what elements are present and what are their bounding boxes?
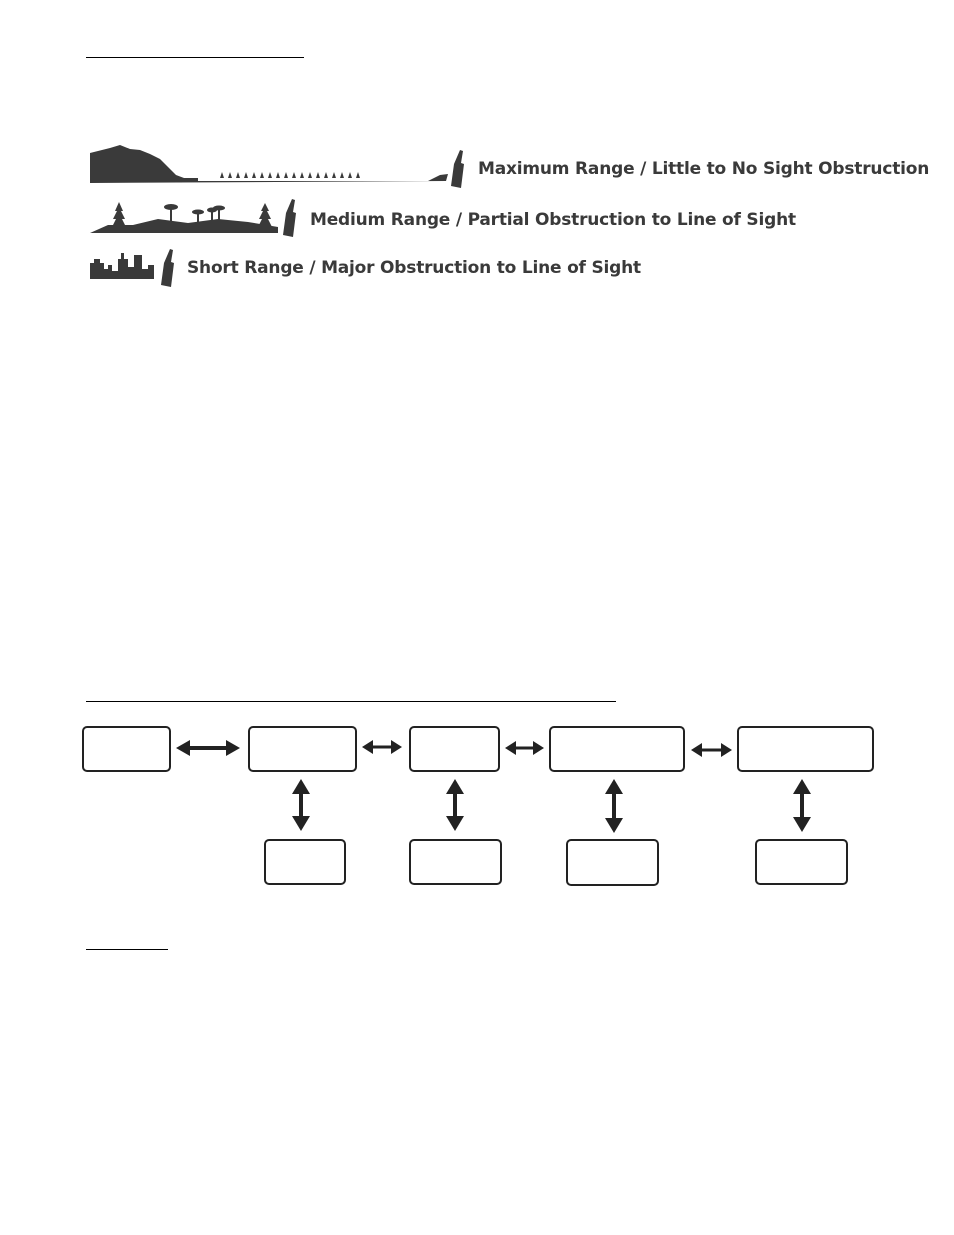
double-arrow-vertical-4 bbox=[605, 779, 623, 833]
range-label-medium: Medium Range / Partial Obstruction to Line of Sight bbox=[310, 210, 796, 230]
double-arrow-vertical-3 bbox=[446, 779, 464, 831]
double-arrow-vertical-2 bbox=[292, 779, 310, 831]
double-arrow-vertical-5 bbox=[793, 779, 811, 832]
range-label-maximum: Maximum Range / Little to No Sight Obstruction bbox=[478, 159, 930, 179]
double-arrow-horizontal-4 bbox=[691, 743, 732, 757]
double-arrow-horizontal-1 bbox=[176, 740, 240, 756]
section-heading-underline-3 bbox=[86, 949, 168, 950]
double-arrow-horizontal-3 bbox=[505, 741, 544, 755]
range-label-short: Short Range / Major Obstruction to Line of Sight bbox=[187, 258, 641, 278]
double-arrow-horizontal-2 bbox=[362, 740, 402, 754]
